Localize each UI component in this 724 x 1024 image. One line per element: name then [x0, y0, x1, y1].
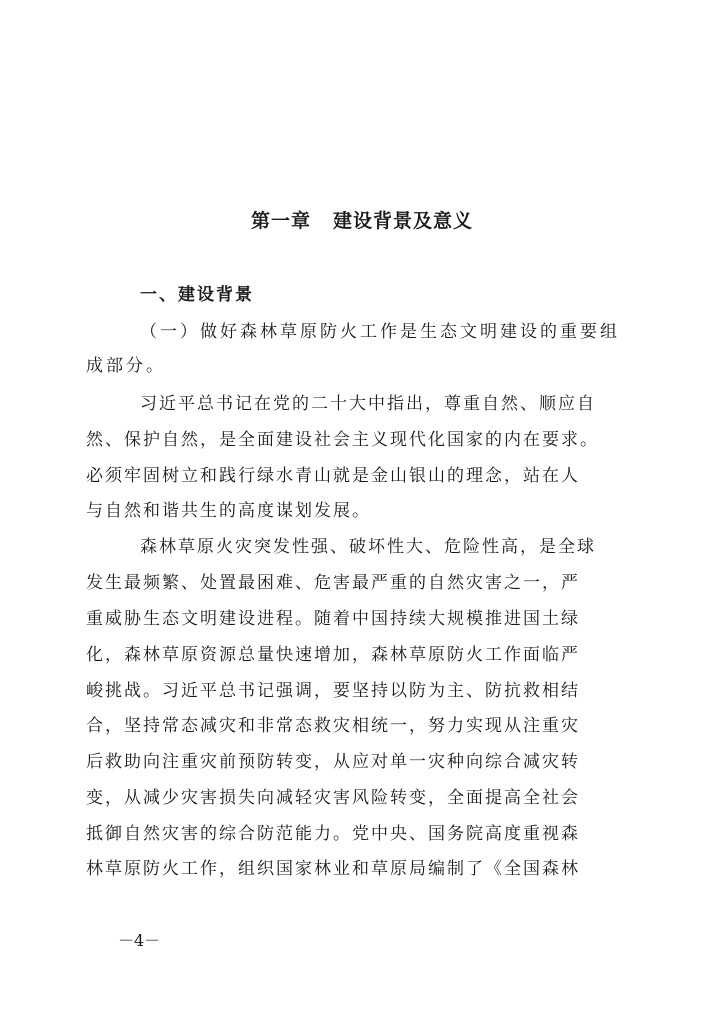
paragraph-line: 发生最频繁、处置最困难、危害最严重的自然灾害之一，严 [86, 573, 580, 593]
paragraph-line: 习近平总书记在党的二十大中指出，尊重自然、顺应自 [140, 394, 596, 414]
paragraph-line: 变，从减少灾害损失向减轻灾害风险转变，全面提高全社会 [86, 788, 580, 808]
chapter-number: 第一章 [250, 210, 311, 232]
paragraph-line: 化，森林草原资源总量快速增加，森林草原防火工作面临严 [86, 645, 580, 665]
paragraph-line: 合，坚持常态减灾和非常态救灾相统一，努力实现从注重灾 [86, 716, 580, 736]
paragraph-line: 森林草原火灾突发性强、破坏性大、危险性高，是全球 [140, 537, 596, 557]
paragraph-line: 与自然和谐共生的高度谋划发展。 [86, 501, 371, 521]
paragraph-line: 必须牢固树立和践行绿水青山就是金山银山的理念，站在人 [86, 466, 580, 486]
paragraph-line: 然、保护自然，是全面建设社会主义现代化国家的内在要求。 [86, 430, 599, 450]
chapter-name: 建设背景及意义 [333, 210, 474, 232]
paragraph-line: 峻挑战。习近平总书记强调，要坚持以防为主、防抗救相结 [86, 681, 580, 701]
paragraph-line: 林草原防火工作，组织国家林业和草原局编制了《全国森林 [86, 859, 580, 879]
page-number: －4－ [118, 931, 161, 950]
paragraph-line: 后救助向注重灾前预防转变，从应对单一灾种向综合减灾转 [86, 752, 580, 772]
section-heading: 一、建设背景 [140, 285, 254, 305]
paragraph-line: 抵御自然灾害的综合防范能力。党中央、国务院高度重视森 [86, 824, 580, 844]
subheading-line: 成部分。 [86, 356, 166, 376]
chapter-title [0, 206, 724, 236]
paragraph-line: 重威胁生态文明建设进程。随着中国持续大规模推进国土绿 [86, 609, 580, 629]
subheading-line: （一）做好森林草原防火工作是生态文明建设的重要组 [140, 322, 620, 342]
